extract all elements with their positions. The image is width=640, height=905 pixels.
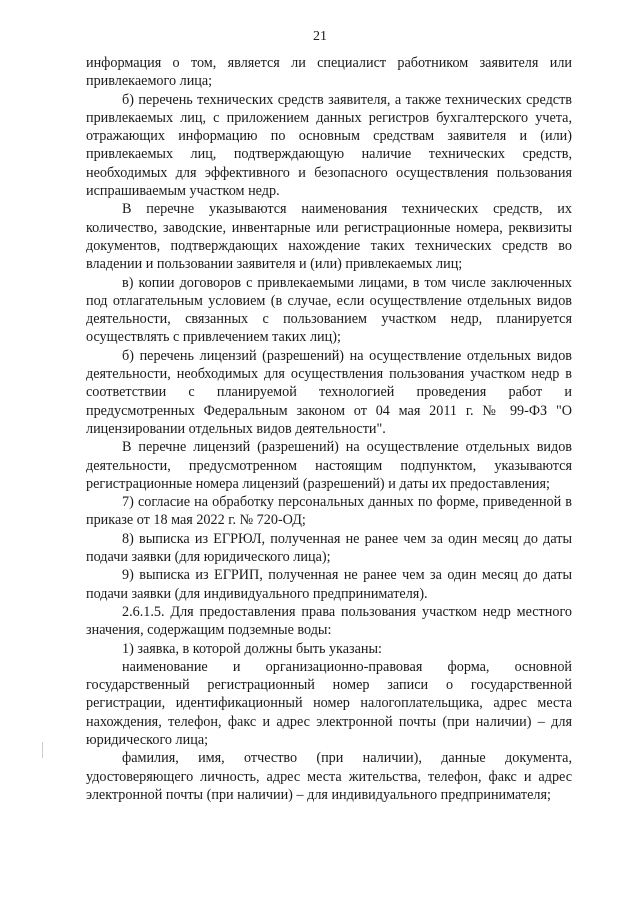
paragraph-item-9: 9) выписка из ЕГРИП, полученная не ранее чем за один месяц до даты подачи заявки (для индивидуального предпринимателя). xyxy=(86,567,572,602)
paragraph-licenses: б) перечень лицензий (разрешений) на осуществление отдельных видов деятельности, необходимых для осуществления пользования участком недр в соответствии с планируемой технологией проведения работ и предусмотренных Федеральным законом от 04 мая 2011 г. № 99-ФЗ "О лицензировании отдельных видов деятельности". xyxy=(86,347,572,437)
paragraph-technical-means-list: В перечне указываются наименования технических средств, их количество, заводские, инвентарные или регистрационные номера, реквизиты документов, подтверждающих нахождение таких технических средств во владении и пользовании заявителя и (или) привлекаемых лиц; xyxy=(86,201,572,273)
paragraph-item-7: 7) согласие на обработку персональных данных по форме, приведенной в приказе от 18 мая 2022 г. № 720-ОД; xyxy=(86,494,572,529)
paragraph-section-2-6-1-5: 2.6.1.5. Для предоставления права пользования участком недр местного значения, содержащим подземные воды: xyxy=(86,603,572,639)
paragraph-continuation: информация о том, является ли специалист работником заявителя или привлекаемого лица; xyxy=(86,55,572,90)
document-body xyxy=(86,54,572,804)
paragraph-b-technical-means: б) перечень технических средств заявителя, а также технических средств привлекаемых лиц, с приложением данных регистров бухгалтерского учета, отражающих информацию по основным средствам заявителя и (или) привлекаемых лиц, подтверждающую наличие технических средств, необходимых для эффективного и безопасного осуществления пользования испрашиваемым участком недр. xyxy=(86,91,572,200)
paragraph-item-1: 1) заявка, в которой должны быть указаны: xyxy=(122,640,383,657)
paragraph-legal-entity: наименование и организационно-правовая форма, основной государственный регистрационный номер записи о государственной регистрации, идентификационный номер налогоплательщика, адрес места нахождения, телефон, факс и адрес электронной почты (при наличии) – для юридического лица; xyxy=(86,658,572,748)
paragraph-entrepreneur: фамилия, имя, отчество (при наличии), данные документа, удостоверяющего личность, адрес места жительства, телефон, факс и адрес электронной почты (при наличии) – для индивидуального предпринимателя; xyxy=(86,750,572,803)
scan-margin-mark xyxy=(42,742,43,758)
paragraph-licenses-list: В перечне лицензий (разрешений) на осуществление отдельных видов деятельности, предусмотренном настоящим подпунктом, указываются регистрационные номера лицензий (разрешений) и даты их предоставления; xyxy=(86,439,572,492)
page-number: 21 xyxy=(313,29,327,44)
paragraph-v-contracts: в) копии договоров с привлекаемыми лицами, в том числе заключенных под отлагательным условием (в случае, если осуществление отдельных видов деятельности, связанных с пользованием участком недр, планируется осуществлять с привлечением таких лиц); xyxy=(86,274,572,346)
paragraph-item-8: 8) выписка из ЕГРЮЛ, полученная не ранее чем за один месяц до даты подачи заявки (для юридического лица); xyxy=(86,530,572,566)
